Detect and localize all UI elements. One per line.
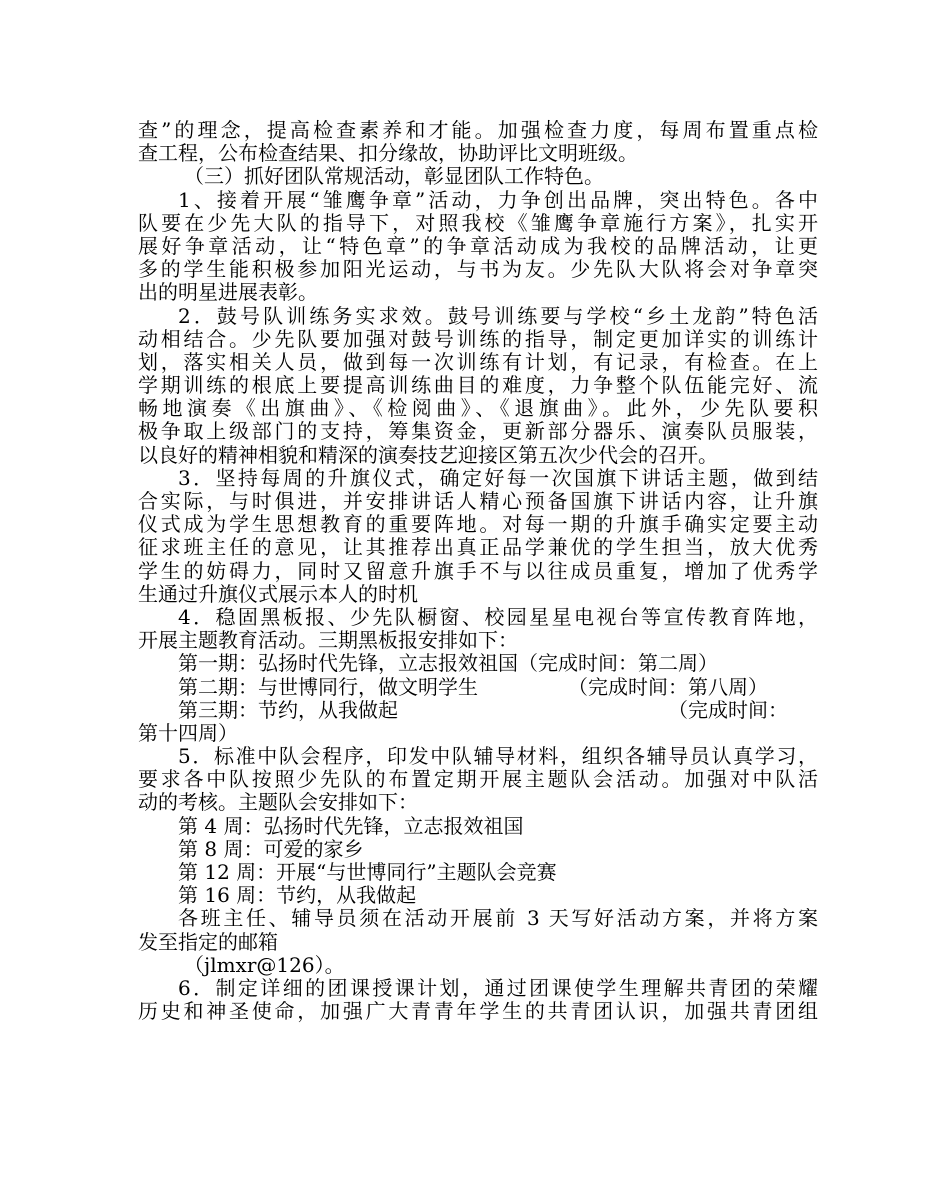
text-line: 第一期：弘扬时代先锋，立志报效祖国（完成时间：第二周）: [178, 651, 718, 676]
text-line: 1、接着开展“雏鹰争章”活动，力争创出品牌，突出特色。各中: [178, 188, 818, 212]
text-line: 仪式成为学生思想教育的重要阵地。对每一期的升旗手确实定要主动: [138, 513, 818, 537]
text-line: 生通过升旗仪式展示本人的时机: [138, 581, 418, 606]
text-line: 各班主任、辅导员须在活动开展前 3 天写好活动方案，并将方案: [178, 907, 818, 931]
text-line: 第 4 周：弘扬时代先锋，立志报效祖国: [178, 813, 524, 838]
text-line: 查”的理念，提高检查素养和才能。加强检查力度，每周布置重点检: [138, 119, 818, 142]
text-line: 出的明星进展表彰。: [138, 280, 318, 305]
text-line: 以良好的精神相貌和精深的演奏技艺迎接区第五次少代会的召开。: [138, 442, 718, 467]
text-line: 2．鼓号队训练务实求效。鼓号训练要与学校“乡土龙韵”特色活: [178, 304, 818, 328]
text-line: 发至指定的邮箱: [138, 929, 278, 954]
text-line: 3．坚持每周的升旗仪式，确定好每一次国旗下讲话主题，做到结: [178, 466, 818, 490]
text-line: 4．稳固黑板报、少先队橱窗、校园星星电视台等宣传教育阵地，: [178, 605, 818, 629]
text-line: 第二期：与世博同行，做文明学生 （完成时间：第八周）: [178, 674, 768, 699]
text-line: 队要在少先大队的指导下，对照我校《雏鹰争章施行方案》，扎实开: [138, 211, 818, 235]
text-line: 第十四周）: [138, 720, 238, 745]
text-line: 第 12 周：开展“与世博同行”主题队会竞赛: [178, 860, 557, 884]
text-line: 5．标准中队会程序，印发中队辅导材料，组织各辅导员认真学习，: [178, 745, 818, 769]
text-line: 学期训练的根底上要提高训练曲目的难度，力争整个队伍能完好、流: [138, 374, 818, 398]
text-line: 展好争章活动，让“特色章”的争章活动成为我校的品牌活动，让更: [138, 234, 818, 258]
document-body: [138, 119, 818, 1023]
text-line: 第 8 周：可爱的家乡: [178, 836, 364, 861]
document-page: [138, 119, 818, 1023]
text-line: 学生的妨碍力，同时又留意升旗手不与以往成员重复，增加了优秀学: [138, 559, 818, 583]
text-line: 第 16 周：节约，从我做起: [178, 883, 417, 908]
text-line: 6．制定详细的团课授课计划，通过团课使学生理解共青团的荣耀: [178, 976, 818, 1000]
text-line: 第三期：节约，从我做起 （完成时间：: [178, 697, 788, 722]
text-line: 畅地演奏《出旗曲》、《检阅曲》、《退旗曲》。此外，少先队要积: [138, 397, 818, 421]
text-line: 开展主题教育活动。三期黑板报安排如下：: [138, 628, 518, 653]
text-line: 划，落实相关人员，做到每一次训练有计划，有记录，有检查。在上: [138, 350, 818, 374]
text-line: 动相结合。少先队要加强对鼓号训练的指导，制定更加详实的训练计: [138, 327, 818, 351]
text-line: 征求班主任的意见，让其推荐出真正品学兼优的学生担当，放大优秀: [138, 536, 818, 560]
text-line: 合实际，与时俱进，并安排讲话人精心预备国旗下讲话内容，让升旗: [138, 490, 818, 513]
text-line: 极争取上级部门的支持，筹集资金，更新部分器乐、演奏队员服装，: [138, 420, 818, 444]
text-line: 动的考核。主题队会安排如下：: [138, 790, 418, 815]
text-line: 要求各中队按照少先队的布置定期开展主题队会活动。加强对中队活: [138, 768, 818, 792]
text-line: 多的学生能积极参加阳光运动，与书为友。少先队大队将会对争章突: [138, 258, 818, 282]
text-line: （jlmxr@126）。: [184, 952, 345, 977]
text-line: （三）抓好团队常规活动，彰显团队工作特色。: [184, 164, 604, 189]
text-line: 历史和神圣使命，加强广大青青年学生的共青团认识，加强共青团组: [138, 1000, 818, 1024]
text-line: 查工程，公布检查结果、扣分缘故，协助评比文明班级。: [138, 141, 638, 166]
